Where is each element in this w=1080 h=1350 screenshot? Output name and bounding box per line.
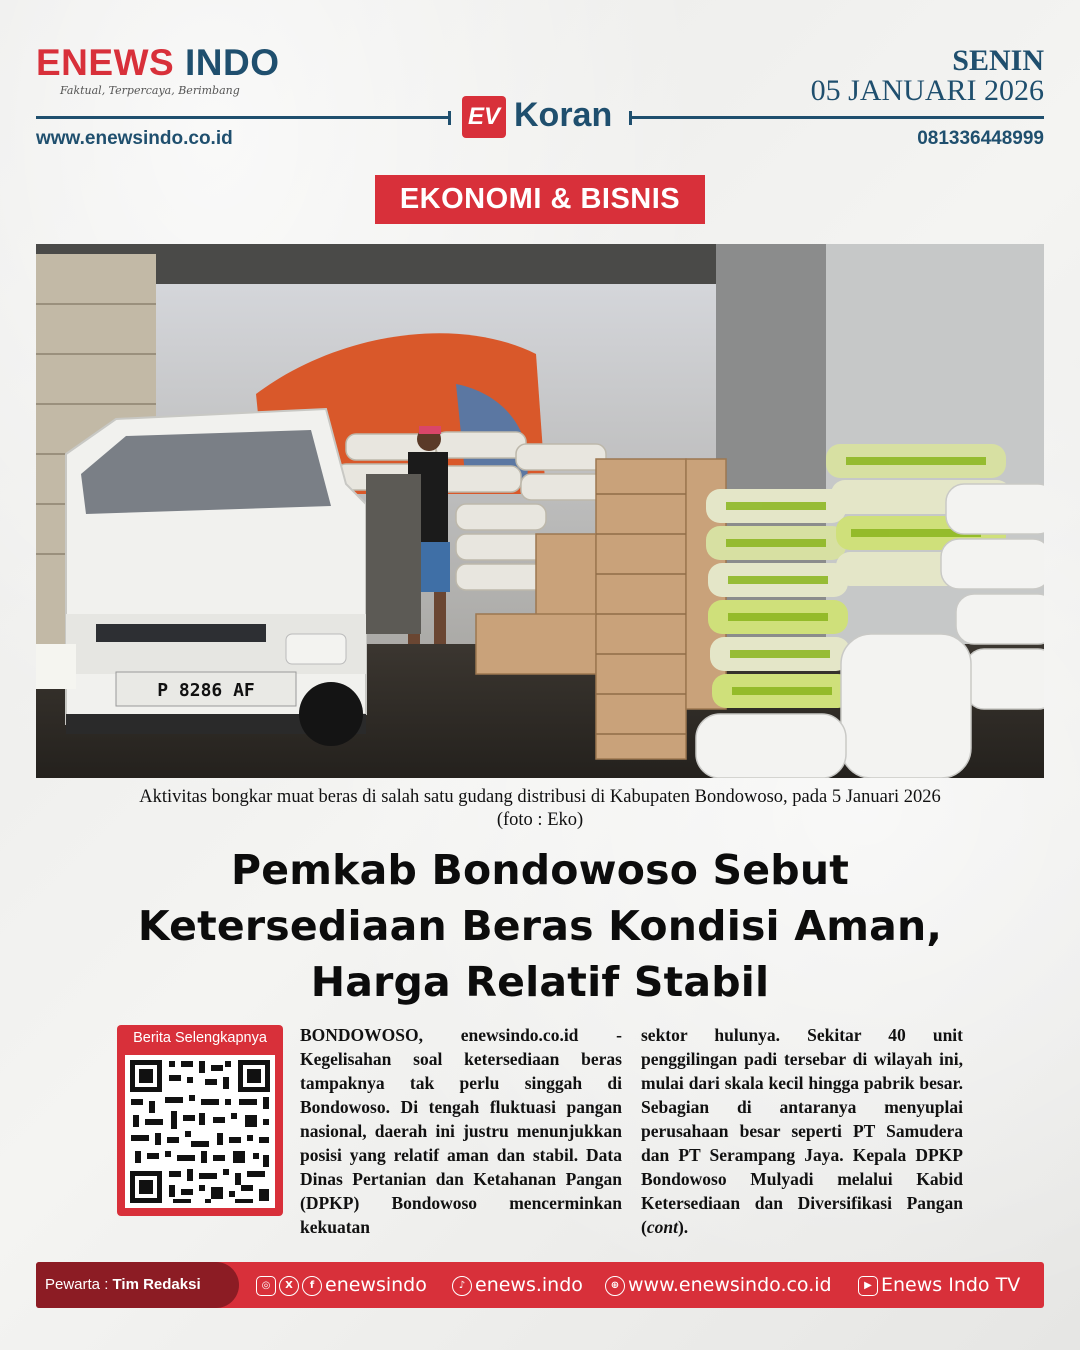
issue-day: SENIN [952,44,1044,77]
qr-label: Berita Selengkapnya [133,1030,267,1046]
photo-caption [36,786,1044,832]
article-column-2 [641,1023,963,1239]
article-photo [36,244,1044,778]
tiktok-handle[interactable]: enews.indo [475,1274,583,1296]
section-badge: EKONOMI & BISNIS [375,175,705,224]
instagram-icon[interactable]: ◎ [256,1276,276,1296]
tiktok-icon[interactable]: ♪ [452,1276,472,1296]
youtube-channel[interactable]: Enews Indo TV [881,1274,1021,1296]
brand-tagline: Faktual, Terpercaya, Berimbang [60,84,240,97]
social-handle[interactable]: enewsindo [325,1274,427,1296]
caption-credit: (foto : Eko) [496,810,584,830]
caption-text: Aktivitas bongkar muat beras di salah satu gudang distribusi di Kabupaten Bondowoso, pada 5 Januari 2026 [139,787,941,807]
column-2-end: ). [677,1217,689,1237]
license-plate: P 8286 AF [157,680,255,701]
masthead-phone: 081336448999 [917,128,1044,149]
article-headline [40,842,1040,1010]
reporter-name: Tim Redaksi [112,1276,201,1293]
masthead-rule-right [630,116,1044,119]
masthead-website[interactable]: www.enewsindo.co.id [36,128,233,149]
brand-name-red: ENEWS [36,42,175,83]
brand-name-blue: INDO [184,42,280,83]
qr-code-frame[interactable] [125,1055,275,1208]
column-2-text: sektor hulunya. Sekitar 40 unit penggilingan padi tersebar di wilayah ini, mulai dari skala kecil hingga pabrik besar. Sebagian di antaranya menyuplai perusahaan besar seperti PT Samudera dan PT Serampang Jaya. Kepala DPKP Bondowoso Mulyadi melalui Kabid Ketersediaan dan Diversifikasi Pangan ( [641,1025,963,1237]
rule-tick-right [629,111,632,125]
headline-line-1: Pemkab Bondowoso Sebut [230,846,850,894]
social-tiktok[interactable] [452,1262,583,1308]
headline-line-3: Harga Relatif Stabil [310,958,770,1006]
ev-logo-icon: EV [462,96,506,138]
masthead-rule-left [36,116,450,119]
social-youtube[interactable] [858,1262,1020,1308]
facebook-icon[interactable]: f [302,1276,322,1296]
article-column-1: BONDOWOSO, enewsindo.co.id - Kegelisahan soal ketersediaan beras tampaknya tak perlu singgah di Bondowoso. Di tengah fluktuasi pangan nasional, daerah ini justru menunjukkan posisi yang relatif aman dan stabil. Data Dinas Pertanian dan Ketahanan Pangan (DPKP) Bondowoso mencerminkan kekuatan [300,1025,622,1237]
footer-website[interactable]: www.enewsindo.co.id [628,1274,832,1296]
rule-tick-left [448,111,451,125]
x-icon[interactable]: X [279,1276,299,1296]
warehouse-photo-illustration [36,244,1044,778]
qr-code[interactable] [125,1055,275,1208]
reporter-badge [36,1262,239,1308]
headline-line-2: Ketersediaan Beras Kondisi Aman, [137,902,943,950]
cont-marker: cont [646,1217,678,1237]
edition-label: Koran [514,96,613,134]
youtube-icon[interactable]: ▶ [858,1276,878,1296]
globe-icon[interactable]: ⊕ [605,1276,625,1296]
reporter-label: Pewarta : [45,1276,113,1293]
brand-logo [36,44,279,81]
social-website[interactable] [605,1262,832,1308]
issue-date: 05 JANUARI 2026 [810,74,1044,107]
social-instagram-x-facebook[interactable] [256,1262,427,1308]
